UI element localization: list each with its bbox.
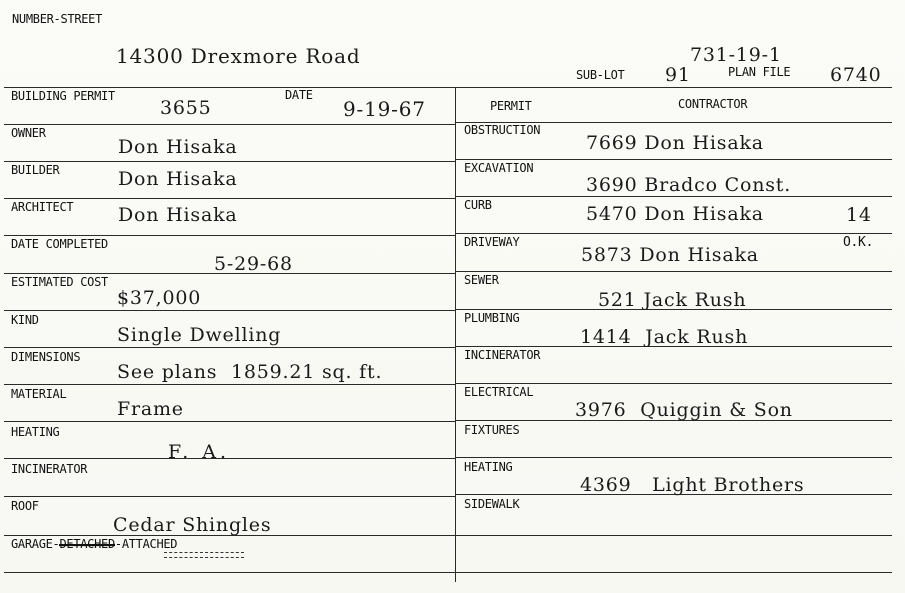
obstruction-label: OBSTRUCTION — [464, 122, 541, 138]
plumbing-value: 1414 Jack Rush — [580, 326, 749, 348]
rule-left-7 — [4, 347, 455, 348]
rule-left-9 — [4, 421, 455, 422]
heating-label: HEATING — [11, 424, 60, 440]
estimated-cost-value: $37,000 — [117, 287, 202, 309]
roof-value: Cedar Shingles — [113, 514, 272, 536]
plan-file-value: 6740 — [830, 64, 882, 86]
rule-left-1 — [4, 124, 455, 125]
kind-value: Single Dwelling — [117, 324, 282, 346]
permit-date-value: 9-19-67 — [343, 97, 426, 121]
electrical-value: 3976 Quiggin & Son — [575, 399, 793, 421]
rule-left-11 — [4, 496, 455, 497]
plumbing-label: PLUMBING — [464, 310, 520, 326]
electrical-label: ELECTRICAL — [464, 384, 534, 400]
excavation-value: 3690 Bradco Const. — [586, 174, 792, 196]
contractor-header: CONTRACTOR — [678, 96, 748, 112]
permit-header: PERMIT — [490, 98, 532, 114]
right-heating-value: 4369 Light Brothers — [580, 474, 805, 496]
garage-label — [11, 537, 177, 552]
obstruction-value: 7669 Don Hisaka — [586, 132, 764, 154]
garage-attached: -ATTACHED — [114, 536, 178, 552]
dimensions-value: See plans 1859.21 sq. ft. — [117, 361, 383, 383]
heating-value: F. A. — [168, 441, 231, 463]
rule-left-6 — [4, 310, 455, 311]
material-value: Frame — [117, 398, 184, 420]
builder-value: Don Hisaka — [118, 168, 238, 190]
building-permit-label: BUILDING PERMIT — [11, 88, 115, 104]
owner-label: OWNER — [11, 125, 46, 141]
dimensions-label: DIMENSIONS — [11, 349, 81, 365]
owner-value: Don Hisaka — [118, 136, 238, 158]
rule-left-2 — [4, 161, 455, 162]
driveway-value: 5873 Don Hisaka — [581, 244, 759, 266]
number-street-label: NUMBER-STREET — [12, 11, 103, 27]
rule-bottom — [4, 572, 892, 573]
sub-lot-label: SUB-LOT — [576, 67, 625, 83]
driveway-label: DRIVEWAY — [464, 234, 520, 250]
sub-lot-value: 91 — [665, 64, 691, 86]
rule-right-5 — [455, 271, 892, 272]
sewer-value: 521 Jack Rush — [598, 289, 747, 311]
column-divider — [455, 87, 456, 582]
material-label: MATERIAL — [11, 386, 67, 402]
fixtures-label: FIXTURES — [464, 422, 520, 438]
date-label: DATE — [285, 87, 313, 103]
rule-right-3 — [455, 196, 892, 197]
builder-label: BUILDER — [11, 162, 60, 178]
permit-number-value: 3655 — [160, 97, 212, 119]
architect-value: Don Hisaka — [118, 204, 238, 226]
date-completed-value: 5-29-68 — [214, 253, 293, 275]
rule-left-8 — [4, 384, 455, 385]
driveway-note: O.K. — [843, 234, 874, 251]
roof-label: ROOF — [11, 498, 39, 514]
incinerator-label: INCINERATOR — [11, 461, 88, 477]
curb-note: 14 — [846, 204, 872, 226]
garage-prefix: GARAGE- — [11, 536, 60, 552]
rule-right-4 — [455, 233, 892, 234]
estimated-cost-label: ESTIMATED COST — [11, 274, 108, 290]
address-value: 14300 Drexmore Road — [116, 44, 361, 68]
curb-label: CURB — [464, 197, 492, 213]
garage-detached-struck: DETACHED — [59, 536, 115, 552]
sewer-label: SEWER — [464, 272, 499, 288]
architect-label: ARCHITECT — [11, 199, 74, 215]
rule-right-12 — [455, 535, 892, 536]
rule-top — [4, 87, 892, 88]
excavation-label: EXCAVATION — [464, 160, 534, 176]
parcel-value: 731-19-1 — [690, 44, 782, 66]
rule-right-10 — [455, 457, 892, 458]
date-completed-label: DATE COMPLETED — [11, 236, 108, 252]
plan-file-label: PLAN FILE — [728, 64, 791, 80]
right-heating-label: HEATING — [464, 459, 513, 475]
right-incinerator-label: INCINERATOR — [464, 347, 541, 363]
kind-label: KIND — [11, 312, 39, 328]
attached-double-underline — [164, 552, 244, 558]
curb-value: 5470 Don Hisaka — [586, 203, 764, 225]
sidewalk-label: SIDEWALK — [464, 496, 520, 512]
